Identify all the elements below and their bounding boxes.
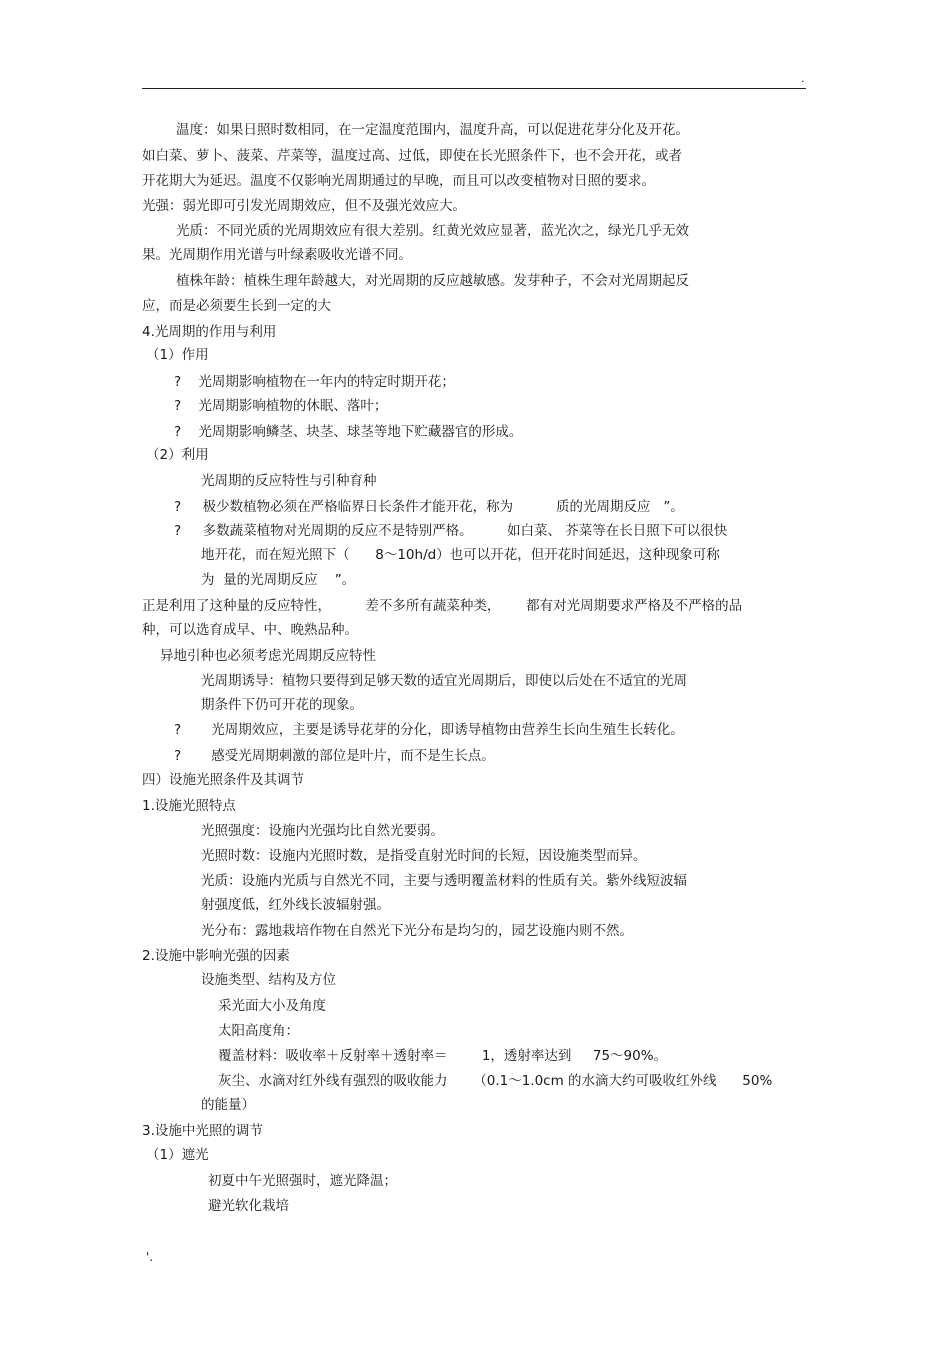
text-line: 期条件下仍可开花的现象。 <box>201 697 363 713</box>
footer-mark: '. <box>146 1250 154 1264</box>
text-line: 异地引种也必须考虑光周期反应特性 <box>160 648 376 664</box>
section-heading: 2.设施中影响光强的因素 <box>142 948 290 964</box>
text-line: 光强：弱光即可引发光周期效应，但不及强光效应大。 <box>142 198 466 214</box>
text-line: 避光软化栽培 <box>208 1198 289 1214</box>
section-heading: 四）设施光照条件及其调节 <box>142 772 304 788</box>
text-line: 采光面大小及角度 <box>218 998 326 1014</box>
text-line: 为 量的光周期反应 ”。 <box>201 572 356 588</box>
text-line: 的能量） <box>201 1097 255 1113</box>
text-line: 光周期的反应特性与引种育种 <box>201 473 377 489</box>
text-line: 太阳高度角： <box>218 1023 299 1039</box>
text-line: 应，而是必须要生长到一定的大 <box>142 298 331 314</box>
header-mark: . <box>801 72 805 85</box>
bullet-item: ? 光周期影响植物的休眠、落叶； <box>174 398 388 414</box>
bullet-item: ? 多数蔬菜植物对光周期的反应不是特别严格。 如白菜、 芥菜等在长日照下可以很快 <box>174 523 728 539</box>
text-line: 光照强度：设施内光强均比自然光要弱。 <box>201 823 444 839</box>
text-line: 光分布：露地栽培作物在自然光下光分布是均匀的，园艺设施内则不然。 <box>201 923 633 939</box>
text-line: 种，可以选育成早、中、晚熟品种。 <box>142 622 358 638</box>
text-line: 灰尘、水滴对红外线有强烈的吸收能力 （0.1～1.0cm 的水滴大约可吸收红外线 50% <box>218 1073 773 1089</box>
text-line: 果。光周期作用光谱与叶绿素吸收光谱不同。 <box>142 247 412 263</box>
bullet-item: ? 感受光周期刺激的部位是叶片，而不是生长点。 <box>174 748 495 764</box>
text-line: 开花期大为延迟。温度不仅影响光周期通过的早晚，而且可以改变植物对日照的要求。 <box>142 173 655 189</box>
text-line: 初夏中午光照强时，遮光降温； <box>208 1173 397 1189</box>
text-line: 正是利用了这种量的反应特性， 差不多所有蔬菜种类， 都有对光周期要求严格及不严格的品 <box>142 598 743 614</box>
bullet-item: ? 光周期影响植物在一年内的特定时期开花； <box>174 374 455 390</box>
text-line: 设施类型、结构及方位 <box>201 972 336 988</box>
section-heading: 3.设施中光照的调节 <box>142 1123 263 1139</box>
text-line: 光周期诱导：植物只要得到足够天数的适宜光周期后，即使以后处在不适宜的光周 <box>201 673 687 689</box>
text-line: 温度：如果日照时数相同，在一定温度范围内，温度升高，可以促进花芽分化及开花。 <box>176 122 689 138</box>
text-line: 植株年龄：植株生理年龄越大，对光周期的反应越敏感。发芽种子，不会对光周期起反 <box>176 273 689 289</box>
subsection-heading: （2）利用 <box>146 447 209 463</box>
bullet-item: ? 极少数植物必须在严格临界日长条件才能开花，称为 质的光周期反应 ”。 <box>174 499 684 515</box>
bullet-item: ? 光周期效应，主要是诱导花芽的分化，即诱导植物由营养生长向生殖生长转化。 <box>174 722 684 738</box>
text-line: 覆盖材料：吸收率＋反射率＋透射率＝ 1，透射率达到 75～90%。 <box>218 1048 668 1064</box>
subsection-heading: （1）遮光 <box>146 1147 209 1163</box>
text-line: 光照时数：设施内光照时数，是指受直射光时间的长短，因设施类型而异。 <box>201 848 647 864</box>
text-line: 如白菜、萝卜、菠菜、芹菜等，温度过高、过低，即使在长光照条件下，也不会开花，或者 <box>142 148 682 164</box>
section-heading: 1.设施光照特点 <box>142 798 236 814</box>
text-line: 光质：设施内光质与自然光不同，主要与透明覆盖材料的性质有关。紫外线短波辐 <box>201 873 687 889</box>
bullet-item: ? 光周期影响鳞茎、块茎、球茎等地下贮藏器官的形成。 <box>174 424 523 440</box>
section-heading: 4.光周期的作用与利用 <box>142 324 277 340</box>
header-rule <box>142 88 806 89</box>
text-line: 光质：不同光质的光周期效应有很大差别。红黄光效应显著，蓝光次之，绿光几乎无效 <box>176 223 689 239</box>
text-line: 射强度低，红外线长波辐射强。 <box>201 897 390 913</box>
text-line: 地开花，而在短光照下（ 8～10h/d）也可以开花，但开花时间延迟，这种现象可称 <box>201 547 720 563</box>
subsection-heading: （1）作用 <box>146 347 209 363</box>
